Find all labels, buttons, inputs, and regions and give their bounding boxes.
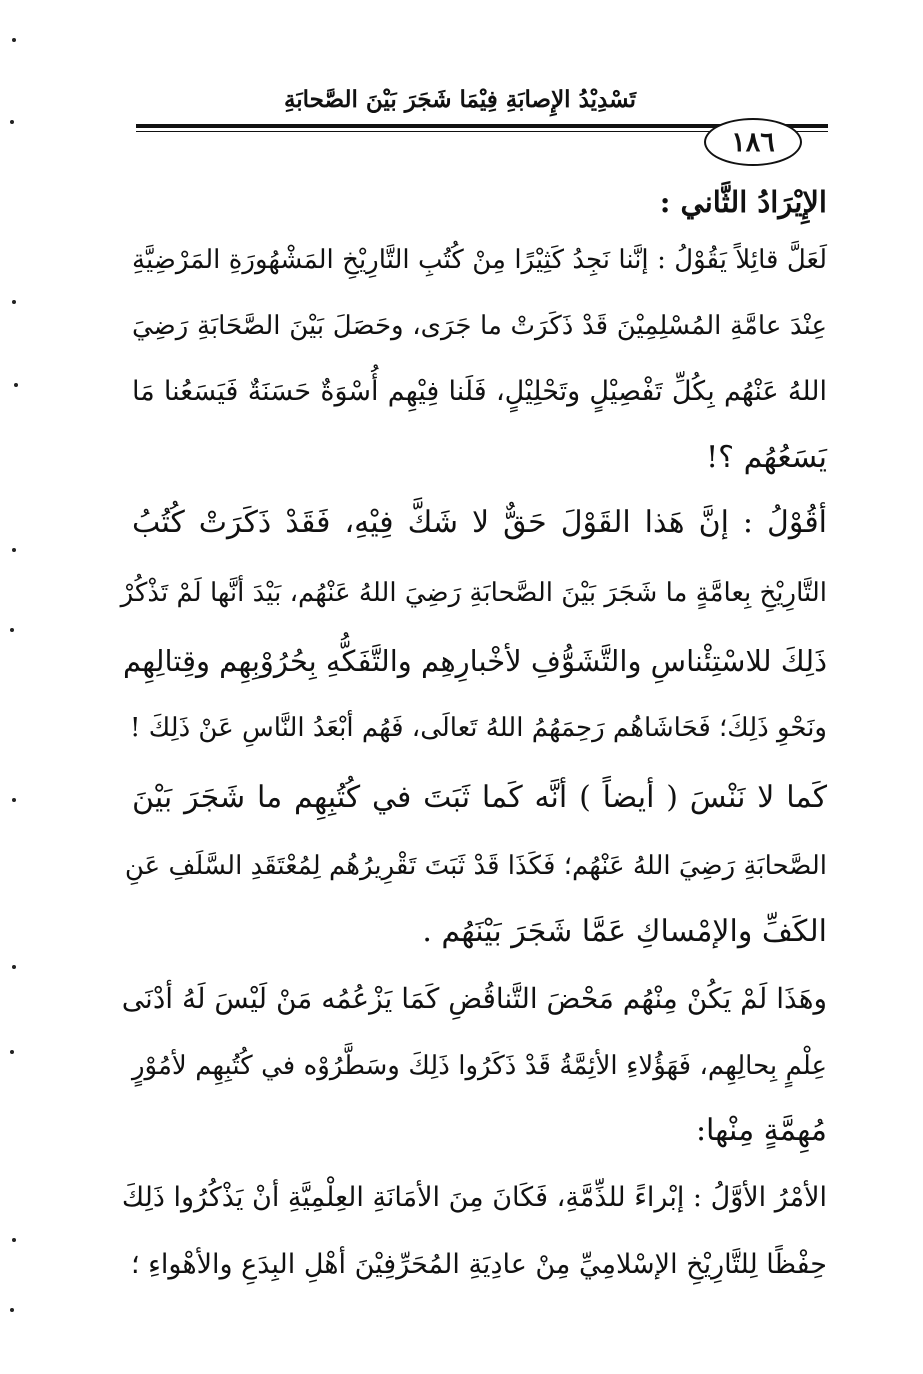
section-heading: الإِيْرَادُ الثَّاني : — [659, 185, 827, 219]
scan-speck — [12, 38, 16, 42]
scan-speck — [10, 1308, 14, 1312]
text-line: الصَّحابَةِ رَضِيَ اللهُ عَنْهُم؛ فَكَذَا قَدْ ثَبَتَ تَقْرِيرُهُم لِمُعْتَقَدِ السَّلَفِ عَنِ — [124, 851, 827, 881]
scan-speck — [12, 300, 16, 304]
scan-speck — [12, 548, 16, 552]
text-line: لَعَلَّ قائِلاً يَقُوْلُ : إنَّنا نَجِدُ كَثِيْرًا مِنْ كُتُبِ التَّارِيْخِ المَشْهُورَةِ المَرْضِيَّةِ — [132, 245, 827, 275]
text-line: عِلْمٍ بِحالِهِم، فَهَؤُلاءِ الأئِمَّةُ قَدْ ذَكَرُوا ذَلِكَ وسَطَّرُوْه في كُتُبِهِم لأمُوْرٍ — [132, 1051, 827, 1081]
text-line: وهَذَا لَمْ يَكُنْ مِنْهُم مَحْضَ التَّناقُضِ كَمَا يَزْعُمُه مَنْ لَيْسَ لَهُ أدْنَى — [121, 982, 827, 1015]
scan-speck — [10, 1050, 14, 1054]
text-line: كَما لا نَنْسَ ( أيضاً ) أنَّه كَما ثَبَتَ في كُتُبِهِم ما شَجَرَ بَيْنَ — [132, 780, 827, 815]
text-line: ونَحْوِ ذَلِكَ؛ فَحَاشَاهُم رَحِمَهُمُ اللهُ تَعالَى، فَهُم أبْعَدُ النَّاسِ عَنْ ذَلِكَ ! — [130, 713, 827, 743]
text-line: عِنْدَ عامَّةِ المُسْلِمِيْنَ قَدْ ذَكَرَتْ ما جَرَى، وحَصَلَ بَيْنَ الصَّحَابَةِ رَضِيَ — [132, 311, 827, 341]
text-line: الأمْرُ الأوَّلُ : إبْراءً للذِّمَّةِ، فَكَانَ مِنَ الأمَانَةِ العِلْمِيَّةِ أنْ يَذْكُرُوا ذَلِكَ — [121, 1182, 827, 1213]
text-line: مُهِمَّةٍ مِنْها: — [695, 1113, 827, 1148]
scan-speck — [12, 798, 16, 802]
text-line: التَّارِيْخِ بِعامَّةٍ ما شَجَرَ بَيْنَ الصَّحابَةِ رَضِيَ اللهُ عَنْهُم، بَيْدَ أنَّها لَمْ تَذْكُرْ — [120, 578, 827, 608]
scan-speck — [12, 965, 16, 969]
text-line: الكَفِّ والإمْساكِ عَمَّا شَجَرَ بَيْنَهُم . — [422, 914, 827, 949]
text-line: حِفْظًا لِلتَّارِيْخِ الإسْلامِيِّ مِنْ عادِيَةِ المُحَرِّفِيْنَ أهْلِ البِدَعِ والأهْواءِ ؛ — [131, 1249, 827, 1280]
page-number — [704, 118, 802, 166]
scan-speck — [12, 1238, 16, 1242]
text-line: اللهُ عَنْهُم بِكُلِّ تَفْصِيْلٍ وتَحْلِيْلٍ، فَلَنا فِيْهِم أُسْوَةٌ حَسَنَةٌ فَيَسَعُنا مَا — [132, 376, 827, 407]
page-number-text: ١٨٦ — [731, 126, 775, 158]
text-line: يَسَعُهُم ؟! — [706, 440, 827, 475]
scan-speck — [14, 383, 18, 387]
running-header-title: تَسْدِيْدُ الإِصابَةِ فِيْمَا شَجَرَ بَيْنَ الصَّحابَةِ — [283, 86, 637, 113]
scan-speck — [10, 628, 14, 632]
text-line: ذَلِكَ للاسْتِئْناسِ والتَّشَوُّفِ لأخْبارِهِم والتَّفَكُّهِ بِحُرُوْبِهِم وقِتالِهِم — [122, 644, 827, 678]
scan-speck — [10, 120, 14, 124]
text-line: أقُوْلُ : إنَّ هَذا القَوْلَ حَقٌّ لا شَكَّ فِيْهِ، فَقَدْ ذَكَرَتْ كُتُبُ — [132, 505, 827, 540]
